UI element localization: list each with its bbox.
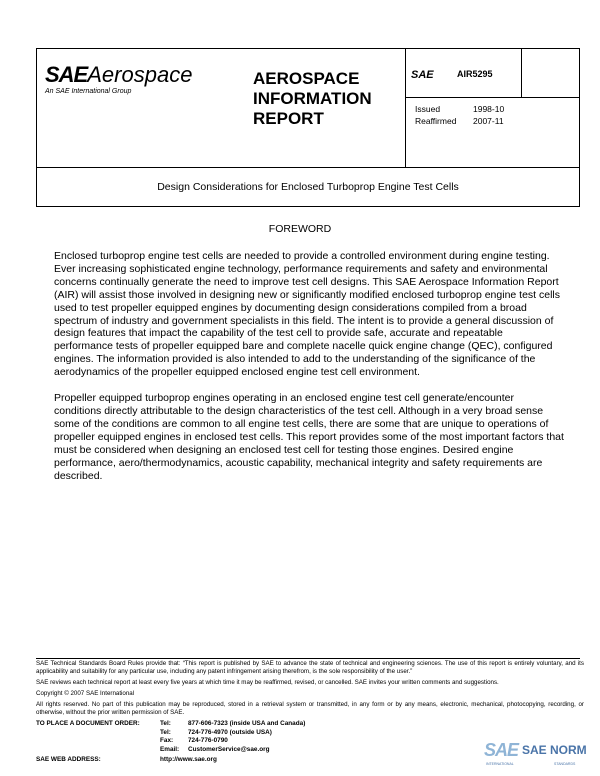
title-line: AEROSPACE — [253, 69, 360, 88]
report-type-title — [253, 69, 372, 129]
issued-value: 1998-10 — [473, 104, 505, 114]
header-divider — [521, 49, 522, 97]
norm-logo-word: SAE NORM — [522, 743, 587, 757]
issued-label: Issued — [415, 104, 441, 114]
contact-value: 724-776-0790 — [188, 737, 228, 744]
contact-label: Fax: — [160, 737, 174, 744]
reaffirmed-label: Reaffirmed — [415, 116, 457, 126]
sae-aerospace-logo — [45, 63, 192, 95]
logo-tagline: An SAE International Group — [45, 88, 132, 95]
document-title: Design Considerations for Enclosed Turboprop Engine Test Cells — [36, 167, 580, 207]
review-text: SAE reviews each technical report at least every five years at which time it may be reaffirmed, revised, or cancelled. SAE invites your written comments and suggestions. — [36, 679, 499, 686]
norm-logo-sub: STANDARDS — [554, 762, 576, 766]
norm-logo-sub: INTERNATIONAL — [486, 762, 514, 766]
contact-label: Tel: — [160, 728, 171, 736]
paragraph: Propeller equipped turboprop engines operating in an enclosed engine test cell generate/encounter conditions directly attributable to the design characteristics of the test cell. Although in a very broad sense some of the conditions are common to all engine test cells, there are some that are unique to operations of propeller equipped engines in enclosed test cells. This report provides some of the most important factors that must be considered when designing an enclosed test cell for testing those engines. Desired engine performance, aero/thermodynamics, acoustic capability, mechanical integrity and safety requirements are described. — [54, 392, 564, 482]
section-heading: FOREWORD — [268, 223, 332, 235]
document-number: AIR5295 — [457, 69, 493, 79]
sae-mini-logo: SAE — [411, 69, 434, 81]
contact-label: Tel: — [160, 720, 171, 727]
web-label: SAE WEB ADDRESS: — [36, 756, 101, 763]
contact-value: 877-606-7323 (inside USA and Canada) — [188, 720, 306, 727]
logo-wordmark — [45, 63, 192, 87]
sae-norm-logo — [484, 740, 587, 770]
reaffirmed-value: 2007-11 — [473, 116, 504, 126]
header-divider — [405, 97, 579, 98]
rights-text: All rights reserved. No part of this publication may be reproduced, stored in a retrieval system or transmitted, in any form or by any means, electronic, mechanical, photocopying, recording, or otherwise, without the prior written permission of SAE. — [36, 701, 584, 716]
paragraph: Enclosed turboprop engine test cells are needed to provide a controlled environment during engine testing. Ever increasing sophisticated engine technology, performance requirements and safety and environmental concerns continually generate the need to improve test cell designs. This SAE Aerospace Information Report (AIR) will assist those involved in designing new or significantly modified enclosed turboprop engine test cells used to test propeller equipped engines by documenting design considerations compiled from a broad spectrum of industry and government specialists in this field. The intent is to provide a general discussion of design features that impact the capability of the test cell to provide safe, accurate and repeatable performance tests of propeller equipped bare and complete nacelle quick engine change (QEC), configured engines. The information provided is also intended to add to the understanding of the significance of the aerodynamics of the propeller equipped enclosed engine test cell environment. — [54, 250, 561, 379]
contact-email[interactable]: CustomerService@sae.org — [188, 745, 270, 753]
body-text — [54, 250, 564, 495]
rules-text: SAE Technical Standards Board Rules provide that: “This report is published by SAE to advance the state of technical and engineering sciences. The use of this report is entirely voluntary, and its applicability and suitability for any particular use, including any patent infringement arising therefrom, is the sole responsibility of the user.” — [36, 660, 584, 675]
web-link[interactable]: http://www.sae.org — [160, 756, 217, 763]
reaffirmed-row — [415, 115, 504, 127]
contact-label: Email: — [160, 745, 180, 753]
norm-logo-mark: SAE — [484, 740, 519, 760]
logo-aerospace: Aerospace — [87, 62, 193, 87]
document-header — [36, 48, 580, 168]
issue-dates — [415, 103, 504, 127]
copyright: Copyright © 2007 SAE International — [36, 690, 135, 697]
order-label: TO PLACE A DOCUMENT ORDER: — [36, 720, 140, 727]
logo-sae: SAE — [45, 62, 88, 87]
contact-value: 724-776-4970 (outside USA) — [188, 728, 272, 736]
footer-divider — [36, 658, 580, 659]
title-line: REPORT — [253, 109, 324, 128]
title-line: INFORMATION — [253, 89, 372, 108]
header-divider — [405, 49, 406, 167]
issued-row — [415, 103, 504, 115]
